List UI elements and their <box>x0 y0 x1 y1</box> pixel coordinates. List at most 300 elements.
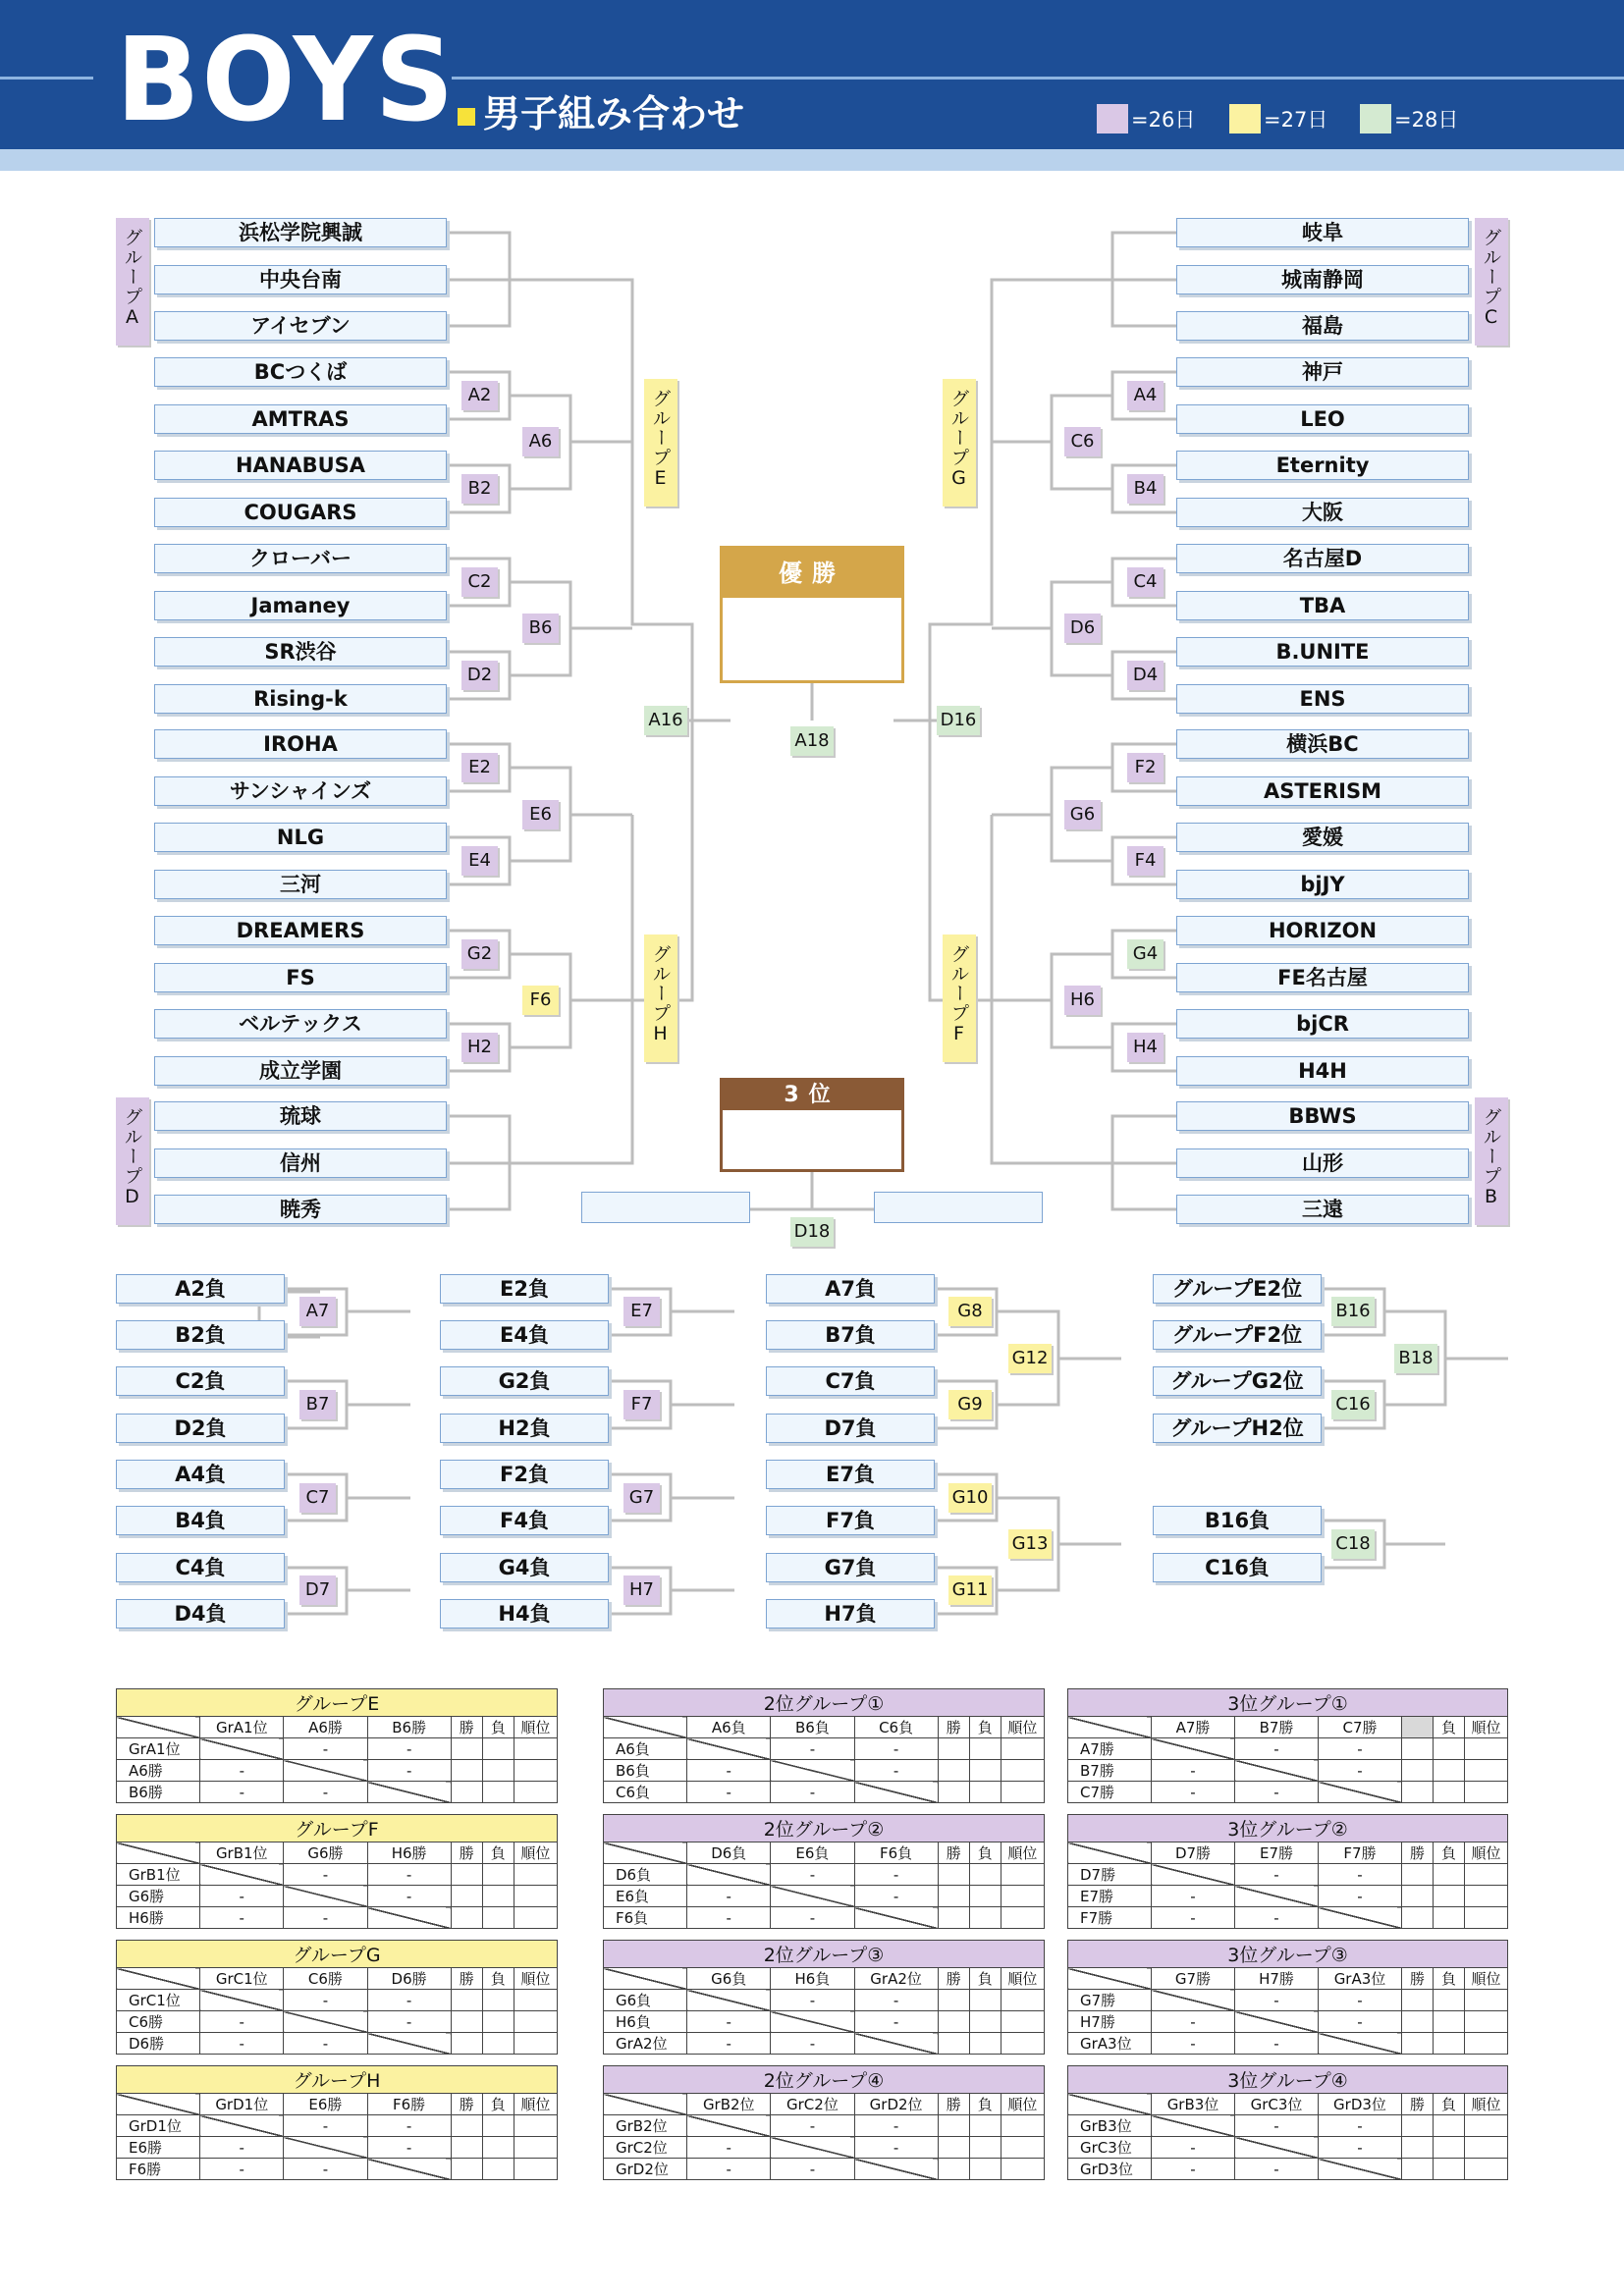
column-header-rank: 順位 <box>514 1842 557 1864</box>
consolation-team: E2負 <box>440 1274 609 1304</box>
consolation-team: グループH2位 <box>1153 1414 1322 1443</box>
column-header-win <box>1402 1717 1434 1738</box>
score-cell: - <box>771 2159 854 2180</box>
self-cell <box>1152 1864 1235 1886</box>
consolation-team: B4負 <box>116 1506 285 1535</box>
score-cell: - <box>771 2033 854 2055</box>
table-corner <box>1068 1717 1152 1738</box>
column-header: GrC2位 <box>771 2094 854 2115</box>
table-corner <box>117 1717 200 1738</box>
row-header: GrC3位 <box>1068 2137 1152 2159</box>
score-cell: - <box>687 2159 771 2180</box>
column-header-win: 勝 <box>1402 1968 1434 1990</box>
result-cell <box>1402 1886 1434 1907</box>
match-label: G10 <box>948 1483 992 1513</box>
row-header: G7勝 <box>1068 1990 1152 2011</box>
match-label: F4 <box>1127 846 1164 876</box>
league-table <box>116 1940 558 2055</box>
score-cell: - <box>284 1907 367 1929</box>
column-header-win: 勝 <box>451 1842 482 1864</box>
score-cell: - <box>284 2159 367 2180</box>
team-right-4: 神戸 <box>1176 357 1469 387</box>
self-cell <box>284 1760 367 1782</box>
column-header: E6勝 <box>284 2094 367 2115</box>
result-cell <box>1402 1782 1434 1803</box>
team-left-6: HANABUSA <box>154 451 447 480</box>
column-header: B7勝 <box>1235 1717 1319 1738</box>
result-cell <box>482 1886 514 1907</box>
team-right-12: 横浜BC <box>1176 729 1469 759</box>
boys-logo: BOYS <box>116 12 457 147</box>
legend-item-28: =28日 <box>1360 104 1458 133</box>
result-cell <box>451 2137 482 2159</box>
result-cell <box>1402 1760 1434 1782</box>
row-header: B6勝 <box>117 1782 200 1803</box>
row-header: GrB2位 <box>604 2115 687 2137</box>
self-cell <box>771 1760 854 1782</box>
column-header-loss: 負 <box>969 2094 1001 2115</box>
match-label: C7 <box>299 1483 336 1513</box>
self-cell <box>1152 2115 1235 2137</box>
score-cell: - <box>1319 2137 1402 2159</box>
self-cell <box>1319 2033 1402 2055</box>
score-cell: - <box>854 1886 938 1907</box>
match-label: A6 <box>522 427 559 456</box>
group-label-f: グループF <box>943 934 976 1062</box>
result-cell <box>451 1738 482 1760</box>
score-cell: - <box>1319 2115 1402 2137</box>
team-right-5: LEO <box>1176 404 1469 434</box>
score-cell: - <box>687 2033 771 2055</box>
column-header: C6負 <box>854 1717 938 1738</box>
score-cell: - <box>200 1782 284 1803</box>
column-header: G6勝 <box>284 1842 367 1864</box>
result-cell <box>1001 1738 1044 1760</box>
column-header: C7勝 <box>1319 1717 1402 1738</box>
column-header: E7勝 <box>1235 1842 1319 1864</box>
result-cell <box>482 1738 514 1760</box>
self-cell <box>1235 2137 1319 2159</box>
team-left-10: SR渋谷 <box>154 637 447 667</box>
result-cell <box>1434 1760 1465 1782</box>
match-label: E6 <box>522 800 559 829</box>
self-cell <box>771 1886 854 1907</box>
row-header: GrB1位 <box>117 1864 200 1886</box>
result-cell <box>1001 2011 1044 2033</box>
column-header: GrA1位 <box>200 1717 284 1738</box>
result-cell <box>1434 1864 1465 1886</box>
match-label: C2 <box>461 567 498 597</box>
result-cell <box>451 1990 482 2011</box>
group-label-b: グループB <box>1475 1097 1508 1225</box>
score-cell: - <box>1152 1782 1235 1803</box>
team-left-21: 信州 <box>154 1148 447 1178</box>
self-cell <box>1235 1886 1319 1907</box>
self-cell <box>1235 2011 1319 2033</box>
team-left-3: アイセブン <box>154 311 447 341</box>
score-cell: - <box>367 2137 451 2159</box>
match-label: B6 <box>522 614 559 643</box>
column-header: D7勝 <box>1152 1842 1235 1864</box>
match-label: E7 <box>623 1297 660 1326</box>
self-cell <box>200 1738 284 1760</box>
group-label-e: グループE <box>644 379 677 507</box>
result-cell <box>969 1990 1001 2011</box>
column-header: GrD1位 <box>200 2094 284 2115</box>
column-header-loss: 負 <box>482 2094 514 2115</box>
result-cell <box>1001 1886 1044 1907</box>
result-cell <box>969 1738 1001 1760</box>
column-header: A6負 <box>687 1717 771 1738</box>
score-cell: - <box>854 1990 938 2011</box>
team-left-9: Jamaney <box>154 591 447 620</box>
row-header: GrD1位 <box>117 2115 200 2137</box>
team-right-11: ENS <box>1176 684 1469 714</box>
match-label: F6 <box>522 986 559 1015</box>
result-cell <box>969 1782 1001 1803</box>
score-cell: - <box>284 1864 367 1886</box>
column-header: GrA2位 <box>854 1968 938 1990</box>
column-header-loss: 負 <box>1434 2094 1465 2115</box>
consolation-team: グループG2位 <box>1153 1366 1322 1396</box>
score-cell: - <box>771 1782 854 1803</box>
group-label-a: グループA <box>116 218 149 346</box>
result-cell <box>1001 2137 1044 2159</box>
result-cell <box>482 1907 514 1929</box>
consolation-team: B7負 <box>766 1320 935 1350</box>
score-cell: - <box>771 1990 854 2011</box>
result-cell <box>1465 1864 1508 1886</box>
row-header: GrD2位 <box>604 2159 687 2180</box>
row-header: GrD3位 <box>1068 2159 1152 2180</box>
team-right-19: H4H <box>1176 1056 1469 1086</box>
self-cell <box>1319 2159 1402 2180</box>
result-cell <box>1402 2115 1434 2137</box>
group-label-g: グループG <box>943 379 976 507</box>
team-left-8: クローバー <box>154 544 447 573</box>
result-cell <box>1402 1864 1434 1886</box>
score-cell: - <box>1152 1907 1235 1929</box>
score-cell: - <box>687 2137 771 2159</box>
score-cell: - <box>854 2137 938 2159</box>
self-cell <box>854 1907 938 1929</box>
column-header-win: 勝 <box>938 2094 969 2115</box>
result-cell <box>938 1738 969 1760</box>
score-cell: - <box>200 2033 284 2055</box>
column-header-win: 勝 <box>1402 2094 1434 2115</box>
result-cell <box>451 2115 482 2137</box>
row-header: C6負 <box>604 1782 687 1803</box>
self-cell <box>367 1782 451 1803</box>
match-label: D4 <box>1127 661 1164 690</box>
match-label: D2 <box>461 661 498 690</box>
result-cell <box>482 1990 514 2011</box>
match-label: H6 <box>1064 986 1101 1015</box>
column-header: GrA3位 <box>1319 1968 1402 1990</box>
column-header-rank: 順位 <box>1465 2094 1508 2115</box>
score-cell: - <box>1235 1990 1319 2011</box>
score-cell: - <box>367 1886 451 1907</box>
self-cell <box>1152 1990 1235 2011</box>
match-label: B7 <box>299 1390 336 1419</box>
result-cell <box>969 1907 1001 1929</box>
consolation-team: H7負 <box>766 1599 935 1629</box>
result-cell <box>514 2115 557 2137</box>
score-cell: - <box>1152 1886 1235 1907</box>
match-label: H2 <box>461 1033 498 1062</box>
match-label: F2 <box>1127 753 1164 782</box>
self-cell <box>200 1864 284 1886</box>
column-header: GrD2位 <box>854 2094 938 2115</box>
self-cell <box>854 1782 938 1803</box>
consolation-team: C7負 <box>766 1366 935 1396</box>
result-cell <box>1465 1760 1508 1782</box>
self-cell <box>1319 1782 1402 1803</box>
league-table <box>603 1940 1045 2055</box>
result-cell <box>938 1990 969 2011</box>
column-header-rank: 順位 <box>1001 1842 1044 1864</box>
score-cell: - <box>1152 2137 1235 2159</box>
column-header: F6勝 <box>367 2094 451 2115</box>
column-header: GrC1位 <box>200 1968 284 1990</box>
result-cell <box>1434 2115 1465 2137</box>
match-label: H7 <box>623 1575 660 1605</box>
score-cell: - <box>1319 1738 1402 1760</box>
group-label-h: グループH <box>644 934 677 1062</box>
result-cell <box>1402 1738 1434 1760</box>
match-label: D7 <box>299 1575 336 1605</box>
champion-header: 優勝 <box>723 549 901 598</box>
match-label: E2 <box>461 753 498 782</box>
column-header-rank: 順位 <box>1001 1968 1044 1990</box>
row-header: GrA2位 <box>604 2033 687 2055</box>
column-header-win: 勝 <box>451 1968 482 1990</box>
result-cell <box>451 1782 482 1803</box>
table-title: グループE <box>117 1689 558 1717</box>
score-cell: - <box>1319 2011 1402 2033</box>
column-header: G7勝 <box>1152 1968 1235 1990</box>
consolation-team: G2負 <box>440 1366 609 1396</box>
self-cell <box>284 2137 367 2159</box>
match-label: C6 <box>1064 427 1101 456</box>
score-cell: - <box>854 2115 938 2137</box>
result-cell <box>1402 2011 1434 2033</box>
result-cell <box>514 1886 557 1907</box>
column-header-rank: 順位 <box>1001 1717 1044 1738</box>
row-header: GrA3位 <box>1068 2033 1152 2055</box>
legend-item-26: =26日 <box>1097 104 1195 133</box>
row-header: E6勝 <box>117 2137 200 2159</box>
column-header: G6負 <box>687 1968 771 1990</box>
self-cell <box>687 1738 771 1760</box>
result-cell <box>1434 2137 1465 2159</box>
match-label: G4 <box>1127 939 1164 969</box>
result-cell <box>1465 2159 1508 2180</box>
match-label: F7 <box>623 1390 660 1419</box>
column-header-loss: 負 <box>1434 1717 1465 1738</box>
score-cell: - <box>367 2115 451 2137</box>
column-header: A7勝 <box>1152 1717 1235 1738</box>
row-header: E6負 <box>604 1886 687 1907</box>
result-cell <box>969 2159 1001 2180</box>
result-cell <box>1001 1760 1044 1782</box>
league-table <box>603 2065 1045 2180</box>
match-label: G8 <box>948 1297 992 1326</box>
team-left-15: 三河 <box>154 870 447 899</box>
score-cell: - <box>1152 2033 1235 2055</box>
result-cell <box>514 2159 557 2180</box>
result-cell <box>938 2159 969 2180</box>
table-title: 2位グループ② <box>604 1815 1045 1842</box>
result-cell <box>938 1760 969 1782</box>
row-header: A7勝 <box>1068 1738 1152 1760</box>
consolation-team: A4負 <box>116 1460 285 1489</box>
result-cell <box>1465 1990 1508 2011</box>
row-header: G6勝 <box>117 1886 200 1907</box>
score-cell: - <box>771 2115 854 2137</box>
score-cell: - <box>367 2011 451 2033</box>
score-cell: - <box>687 2011 771 2033</box>
row-header: D6負 <box>604 1864 687 1886</box>
table-title: グループG <box>117 1941 558 1968</box>
self-cell <box>687 1864 771 1886</box>
result-cell <box>1434 1990 1465 2011</box>
table-corner <box>1068 1842 1152 1864</box>
score-cell: - <box>200 1886 284 1907</box>
table-title: 3位グループ① <box>1068 1689 1508 1717</box>
score-cell: - <box>284 1990 367 2011</box>
row-header: D7勝 <box>1068 1864 1152 1886</box>
result-cell <box>482 2137 514 2159</box>
consolation-team: D4負 <box>116 1599 285 1629</box>
team-right-16: HORIZON <box>1176 916 1469 945</box>
result-cell <box>451 1760 482 1782</box>
column-header: C6勝 <box>284 1968 367 1990</box>
team-right-1: 岐阜 <box>1176 218 1469 247</box>
table-title: 2位グループ③ <box>604 1941 1045 1968</box>
self-cell <box>771 2011 854 2033</box>
group-label-c: グループC <box>1475 218 1508 346</box>
result-cell <box>1465 2115 1508 2137</box>
match-label: A4 <box>1127 381 1164 410</box>
result-cell <box>482 1782 514 1803</box>
match-label: C18 <box>1331 1529 1375 1559</box>
score-cell: - <box>284 1782 367 1803</box>
consolation-team: F4負 <box>440 1506 609 1535</box>
consolation-team: G7負 <box>766 1553 935 1582</box>
league-table <box>1067 1814 1508 1929</box>
consolation-team: E7負 <box>766 1460 935 1489</box>
consolation-team: H4負 <box>440 1599 609 1629</box>
result-cell <box>938 2011 969 2033</box>
score-cell: - <box>687 1782 771 1803</box>
team-left-20: 琉球 <box>154 1101 447 1131</box>
self-cell <box>200 2115 284 2137</box>
column-header-rank: 順位 <box>514 2094 557 2115</box>
score-cell: - <box>367 1760 451 1782</box>
self-cell <box>1152 1738 1235 1760</box>
consolation-team: A7負 <box>766 1274 935 1304</box>
league-table <box>116 2065 558 2180</box>
match-label: A7 <box>299 1297 336 1326</box>
score-cell: - <box>854 1738 938 1760</box>
score-cell: - <box>284 1738 367 1760</box>
column-header: B6負 <box>771 1717 854 1738</box>
self-cell <box>687 2115 771 2137</box>
result-cell <box>514 1760 557 1782</box>
column-header: F6負 <box>854 1842 938 1864</box>
score-cell: - <box>1152 1760 1235 1782</box>
match-label: C4 <box>1127 567 1164 597</box>
team-right-2: 城南静岡 <box>1176 265 1469 294</box>
subtitle-text: 男子組み合わせ <box>483 92 745 135</box>
self-cell <box>284 1886 367 1907</box>
table-title: 3位グループ② <box>1068 1815 1508 1842</box>
score-cell: - <box>1235 2033 1319 2055</box>
result-cell <box>1434 2033 1465 2055</box>
team-right-7: 大阪 <box>1176 498 1469 527</box>
score-cell: - <box>284 2033 367 2055</box>
team-left-11: Rising-k <box>154 684 447 714</box>
consolation-team: C16負 <box>1153 1553 1322 1582</box>
consolation-team: G4負 <box>440 1553 609 1582</box>
column-header: F7勝 <box>1319 1842 1402 1864</box>
result-cell <box>1434 1782 1465 1803</box>
result-cell <box>482 2115 514 2137</box>
match-label-final: A18 <box>790 726 834 756</box>
team-left-14: NLG <box>154 823 447 852</box>
result-cell <box>938 1864 969 1886</box>
row-header: F6負 <box>604 1907 687 1929</box>
table-corner <box>117 2094 200 2115</box>
result-cell <box>514 1864 557 1886</box>
score-cell: - <box>200 2137 284 2159</box>
group-label-d: グループD <box>116 1097 149 1225</box>
column-header: B6勝 <box>367 1717 451 1738</box>
column-header: GrD3位 <box>1319 2094 1402 2115</box>
result-cell <box>514 1907 557 1929</box>
column-header-win: 勝 <box>938 1717 969 1738</box>
column-header-win: 勝 <box>1402 1842 1434 1864</box>
row-header: GrC1位 <box>117 1990 200 2011</box>
match-label: B2 <box>461 474 498 504</box>
score-cell: - <box>1235 1782 1319 1803</box>
team-left-17: FS <box>154 963 447 992</box>
score-cell: - <box>367 1864 451 1886</box>
self-cell <box>367 2033 451 2055</box>
column-header-loss: 負 <box>969 1842 1001 1864</box>
table-corner <box>604 2094 687 2115</box>
column-header: H7勝 <box>1235 1968 1319 1990</box>
match-label: D6 <box>1064 614 1101 643</box>
consolation-team: F7負 <box>766 1506 935 1535</box>
team-left-7: COUGARS <box>154 498 447 527</box>
match-label: G13 <box>1008 1529 1052 1559</box>
self-cell <box>200 1990 284 2011</box>
result-cell <box>1001 2033 1044 2055</box>
result-cell <box>514 2137 557 2159</box>
score-cell: - <box>1235 1738 1319 1760</box>
result-cell <box>969 1886 1001 1907</box>
score-cell: - <box>854 1760 938 1782</box>
league-table <box>603 1814 1045 1929</box>
score-cell: - <box>200 2011 284 2033</box>
column-header-loss: 負 <box>1434 1968 1465 1990</box>
result-cell <box>1465 1886 1508 1907</box>
team-left-4: BCつくば <box>154 357 447 387</box>
team-left-18: ベルテックス <box>154 1009 447 1039</box>
column-header-win: 勝 <box>938 1968 969 1990</box>
